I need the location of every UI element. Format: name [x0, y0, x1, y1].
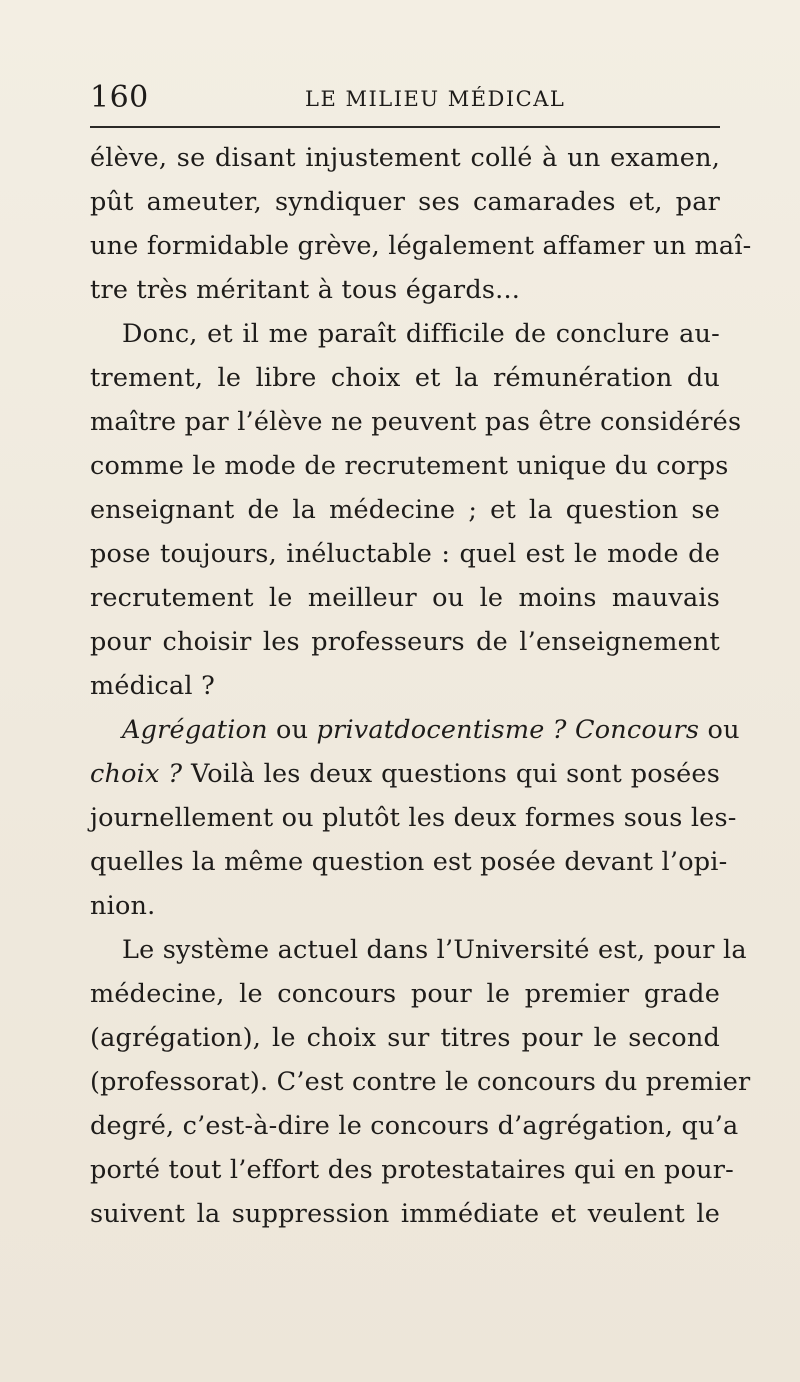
- text-segment: ou: [699, 715, 740, 745]
- text-segment: ou: [267, 715, 317, 745]
- text-segment-italic: choix ?: [90, 759, 183, 789]
- text-line: pour choisir les professeurs de l’enseignement: [90, 627, 720, 657]
- text-line: porté tout l’effort des protestataires qui en pour-: [90, 1155, 734, 1185]
- text-line: degré, c’est-à-dire le concours d’agrégation, qu’a: [90, 1111, 739, 1141]
- header-rule: [90, 126, 720, 128]
- running-head: [90, 78, 720, 118]
- text-line: quelles la même question est posée devant l’opi-: [90, 847, 728, 877]
- text-line: journellement ou plutôt les deux formes sous les-: [90, 803, 737, 833]
- text-line: pût ameuter, syndiquer ses camarades et, par: [90, 187, 720, 217]
- text-line: médical ?: [90, 671, 215, 701]
- text-line: (agrégation), le choix sur titres pour le second: [90, 1023, 720, 1053]
- page-number: 160: [90, 80, 149, 115]
- text-line-mixed: [90, 708, 740, 752]
- text-line: tre très méritant à tous égards...: [90, 275, 521, 305]
- text-segment: [567, 715, 575, 745]
- text-line: enseignant de la médecine ; et la question se: [90, 495, 720, 525]
- text-line: médecine, le concours pour le premier grade: [90, 979, 720, 1009]
- text-line: suivent la suppression immédiate et veulent le: [90, 1199, 720, 1229]
- text-line: maître par l’élève ne peuvent pas être considérés: [90, 407, 742, 437]
- text-line: Le système actuel dans l’Université est, pour la: [122, 935, 747, 965]
- text-line: Donc, et il me paraît difficile de conclure au-: [122, 319, 720, 349]
- text-line: comme le mode de recrutement unique du corps: [90, 451, 729, 481]
- text-line: trement, le libre choix et la rémunération du: [90, 363, 720, 393]
- text-segment-italic: privatdocentisme ?: [316, 715, 567, 745]
- running-title: LE MILIEU MÉDICAL: [305, 87, 566, 111]
- text-line-mixed: [90, 752, 720, 796]
- text-line: nion.: [90, 891, 156, 921]
- body-text: [90, 136, 752, 1236]
- text-line: élève, se disant injustement collé à un examen,: [90, 143, 720, 173]
- text-segment-italic: Concours: [574, 715, 700, 745]
- text-segment-italic: Agrégation: [122, 715, 268, 745]
- text-line: une formidable grève, légalement affamer un maî-: [90, 231, 752, 261]
- text-segment: Voilà les deux questions qui sont posées: [182, 759, 720, 789]
- text-line: pose toujours, inéluctable : quel est le mode de: [90, 539, 720, 569]
- text-line: recrutement le meilleur ou le moins mauvais: [90, 583, 720, 613]
- text-line: (professorat). C’est contre le concours du premier: [90, 1067, 751, 1097]
